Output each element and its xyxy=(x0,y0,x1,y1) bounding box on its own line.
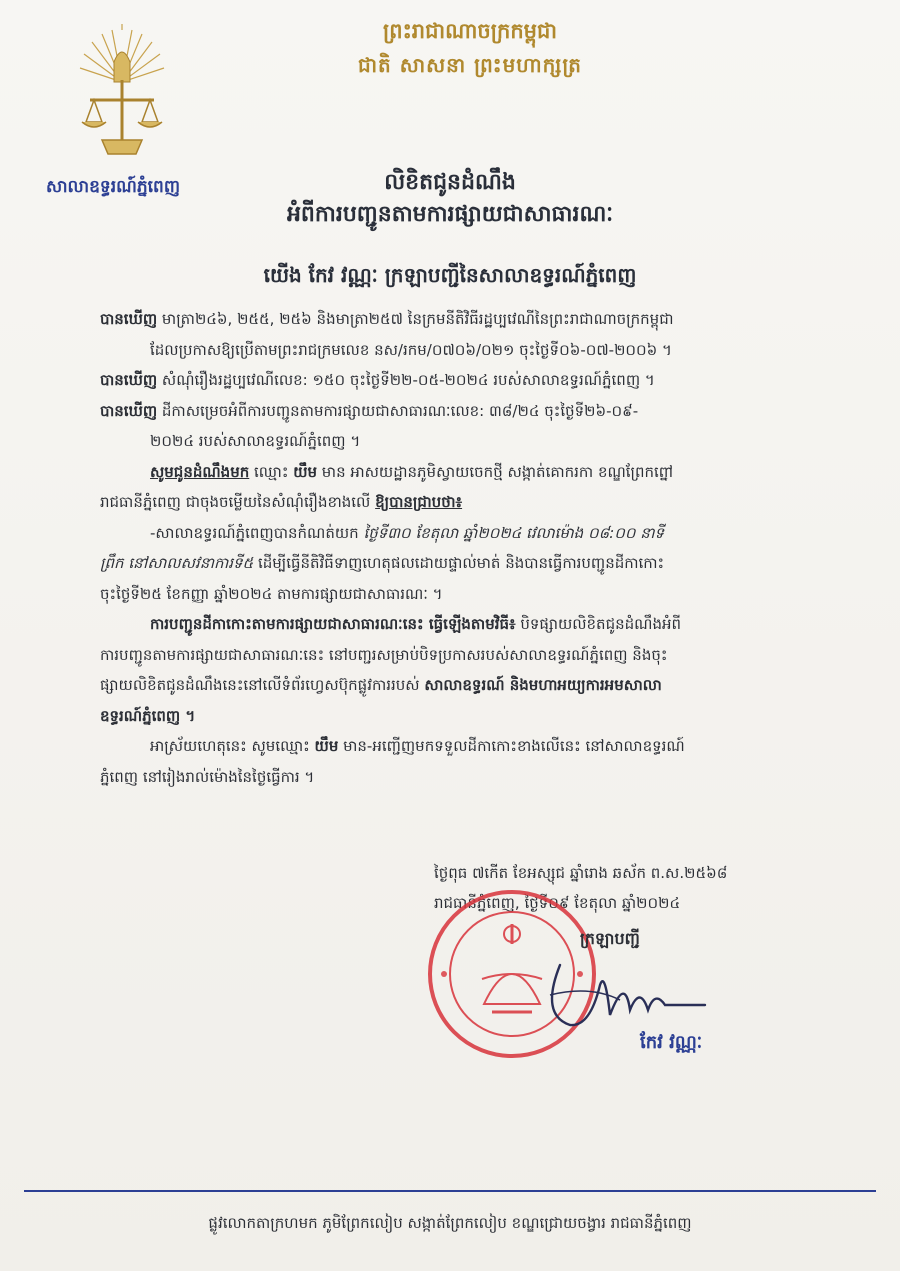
paragraph-text: ដីកាសម្រេចអំពីការបញ្ជូនតាមការផ្សាយជាសាធារណៈលេខ: ៣៨/២៤ ចុះថ្ងៃទី២៦-០៩- xyxy=(157,401,639,420)
notice-paragraph-cont xyxy=(100,487,840,518)
notice-know-label: ឱ្យបានជ្រាបថា៖ xyxy=(375,493,463,511)
paragraph-text: រាជធានីភ្នំពេញ ជាចុងចម្លើយនៃសំណុំរឿងខាងលើ xyxy=(100,493,376,511)
seen-label: បានឃើញ xyxy=(100,310,158,328)
document-subtitle: អំពីការបញ្ជូនតាមការផ្សាយជាសាធារណៈ xyxy=(286,202,614,227)
paragraph-text: មាត្រា២៤៦, ២៥៥, ២៥៦ និងមាត្រា២៥៧ នៃក្រមនីតិវិធីរដ្ឋប្បវេណីនៃព្រះរាជាណាចក្រកម្ពុជា xyxy=(157,310,674,328)
paragraph-seen-3-cont: ២០២៤ របស់សាលាឧទ្ធរណ៍ភ្នំពេញ ។ xyxy=(150,432,361,450)
paragraph-seen-3 xyxy=(100,396,840,427)
footer-address: ផ្លូវលោកតាក្រហមក ភូមិព្រែកលៀប សង្កាត់ព្រែកលៀប ខណ្ឌជ្រោយចង្វារ រាជធានីភ្នំពេញ xyxy=(208,1214,692,1232)
paragraph-seen-2 xyxy=(100,365,840,396)
closing-paragraph xyxy=(100,731,840,762)
notice-label: សូមជូនដំណឹងមក xyxy=(150,462,250,481)
hearing-item-cont xyxy=(100,548,840,579)
kingdom-line2: ជាតិ សាសនា ព្រះមហាក្សត្រ xyxy=(358,53,582,77)
hearing-item xyxy=(100,518,840,549)
paragraph-text: បិទផ្សាយលិខិតជូនដំណឹងអំពី xyxy=(515,615,682,633)
method-label: ការបញ្ជូនដីកាកោះតាមការផ្សាយជាសាធារណៈនេះ ធ្វើឡើងតាមវិធី៖ xyxy=(150,615,516,633)
clerk-title: ក្រឡាបញ្ជី xyxy=(580,929,640,948)
paragraph-text: អាស្រ័យហេតុនេះ សូមឈ្មោះ xyxy=(150,737,315,755)
seen-label: បានឃើញ xyxy=(100,401,158,420)
court-name: សាលាឧទ្ធរណ៍ភ្នំពេញ xyxy=(45,177,181,197)
paragraph-text: ដើម្បីធ្វើនីតិវិធីទាញហេតុផលដោយផ្ទាល់មាត់ និងបានធ្វើការបញ្ជូនដីកាកោះ xyxy=(253,554,665,572)
court-emblem-icon xyxy=(72,22,172,162)
method-paragraph-cont: ការបញ្ជូនតាមការផ្សាយជាសាធារណៈនេះ នៅបញ្ជរសម្រាប់បិទប្រកាសរបស់សាលាឧទ្ធរណ៍ភ្នំពេញ និងចុះ xyxy=(100,645,668,664)
paragraph-text: មាន-អញ្ជើញមកទទួលដីកាកោះខាងលើនេះ នៅសាលាឧទ្ធរណ៍ xyxy=(338,737,685,755)
recipient-name: យឹម xyxy=(314,737,339,755)
method-paragraph xyxy=(100,609,840,640)
letter-body xyxy=(100,304,840,792)
seen-label: បានឃើញ xyxy=(100,371,158,389)
paragraph-text: មាន អាសយដ្ឋានភូមិស្វាយចេកថ្មី សង្កាត់គោករកា ខណ្ឌព្រែកព្នៅ xyxy=(317,462,674,481)
kingdom-line1: ព្រះរាជាណាចក្រកម្ពុជា xyxy=(382,19,557,43)
lunar-date: ថ្ងៃពុធ ៧កើត ខែអស្សុជ ឆ្នាំរោង ឆស័ក ព.ស.២៥៦៨ xyxy=(434,864,728,882)
paragraph-text: ផ្សាយលិខិតជូនដំណឹងនេះនៅលើទំព័រហ្វេសប៊ុកផ្លូវការរបស់ xyxy=(100,676,425,694)
paragraph-seen-1 xyxy=(100,304,840,335)
recipient-name: យឹម xyxy=(293,462,318,481)
hearing-item-cont2: ចុះថ្ងៃទី២៥ ខែកញ្ញា ឆ្នាំ២០២៤ តាមការផ្សាយជាសាធារណៈ ។ xyxy=(100,584,443,603)
method-paragraph-cont2 xyxy=(100,670,840,701)
footer-divider xyxy=(24,1190,876,1192)
facebook-page-owners: សាលាឧទ្ធរណ៍ និងមហាអយ្យការអមសាលា xyxy=(424,676,662,694)
document-title: លិខិតជូនដំណឹង xyxy=(384,170,516,195)
paragraph-seen-1-cont: ដែលប្រកាសឱ្យប្រើតាមព្រះរាជក្រមលេខ នស/រកម/០៧០៦/០២១ ចុះថ្ងៃទី០៦-០៧-២០០៦ ។ xyxy=(150,340,672,359)
kingdom-motto xyxy=(280,14,660,82)
clerk-name: កែវ វណ្ណៈ xyxy=(640,1032,703,1053)
handwritten-signature-icon xyxy=(530,955,710,1035)
hearing-date: ថ្ងៃទី៣០ ខែតុលា ឆ្នាំ២០២៤ វេលាម៉ោង ០៨:០០ នាទី xyxy=(363,523,665,542)
solar-date: រាជធានីភ្នំពេញ, ថ្ងៃទី០៩ ខែតុលា ឆ្នាំ២០២៤ xyxy=(434,894,681,912)
paragraph-text: -សាលាឧទ្ធរណ៍ភ្នំពេញបានកំណត់យក xyxy=(150,523,364,542)
method-paragraph-cont3: ឧទ្ធរណ៍ភ្នំពេញ ។ xyxy=(100,706,196,725)
notice-paragraph xyxy=(100,457,840,488)
issuer-line: យើង កែវ វណ្ណៈ ក្រឡាបញ្ជីនៃសាលាឧទ្ធរណ៍ភ្នំពេញ xyxy=(263,263,637,287)
paragraph-text: ឈ្មោះ xyxy=(249,462,294,481)
paragraph-text: សំណុំរឿងរដ្ឋប្បវេណីលេខ: ១៥០ ចុះថ្ងៃទី២២-០៥-២០២៤ របស់សាលាឧទ្ធរណ៍ភ្នំពេញ ។ xyxy=(157,371,655,389)
hearing-place: ព្រឹក នៅសាលសវនាការទី៥ xyxy=(100,554,254,572)
closing-paragraph-cont: ភ្នំពេញ នៅរៀងរាល់ម៉ោងនៃថ្ងៃធ្វើការ ។ xyxy=(100,767,315,786)
